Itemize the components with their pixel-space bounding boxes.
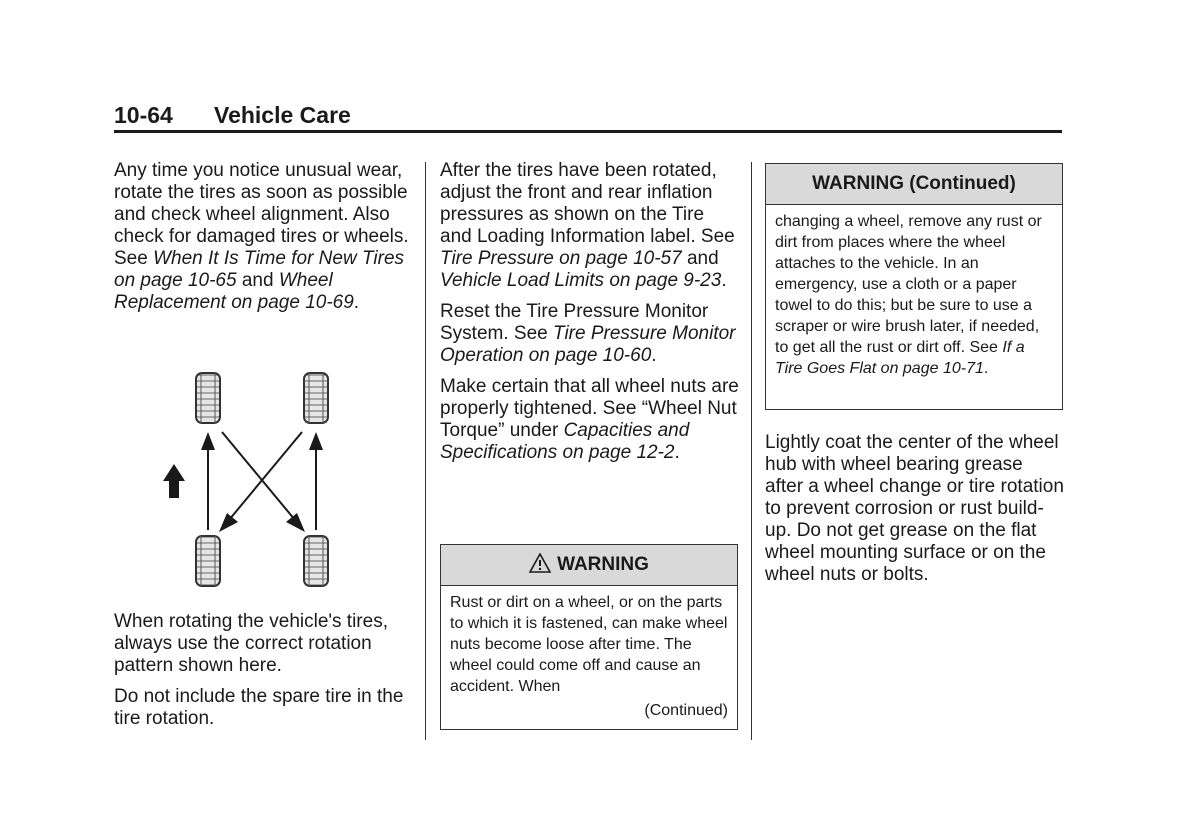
cross-reference-link[interactable]: Capacities and Specifications on page 12-2 [440, 420, 690, 463]
tire-front-right-icon [304, 373, 328, 423]
forward-arrow-icon [163, 464, 185, 498]
paragraph: When rotating the vehicle's tires, always use the correct rotation pattern shown here. [114, 611, 388, 676]
paragraph-text: . [721, 270, 727, 291]
paragraph-text: Make certain that all wheel nuts are properly tightened. See “Wheel Nut Torque” under [440, 376, 739, 441]
warning-body [441, 586, 737, 727]
cross-reference-link[interactable]: Vehicle Load Limits on page 9-23 [440, 270, 722, 291]
paragraph: Do not include the spare tire in the tire rotation. [114, 686, 404, 729]
warning-text: Rust or dirt on a wheel, or on the parts to which it is fastened, can make wheel nuts become loose after time. The wheel could come off and cause an accident. When [450, 594, 728, 695]
paragraph-text: Reset the Tire Pressure Monitor System. See [440, 301, 709, 344]
tire-rotation-x-pattern-diagram [150, 360, 370, 595]
cross-reference-link[interactable]: Tire Pressure Monitor Operation on page 10-60 [440, 323, 736, 366]
cross-reference-link[interactable]: When It Is Time for New Tires on page 10-65 [114, 248, 405, 291]
tire-front-left-icon [196, 373, 220, 423]
paragraph-text: and [236, 270, 279, 291]
warning-header: WARNING (Continued) [766, 164, 1062, 205]
cross-reference-link[interactable]: If a Tire Goes Flat on page 10-71 [775, 339, 1025, 377]
tire-rotation-diagram [150, 360, 370, 595]
warning-box [440, 544, 738, 730]
column-3-lower [765, 432, 1065, 595]
column-divider [751, 162, 752, 740]
warning-triangle-icon [529, 553, 551, 573]
column-divider [425, 162, 426, 740]
tire-rear-left-icon [196, 536, 220, 586]
paragraph: Lightly coat the center of the wheel hub with wheel bearing grease after a wheel change or tire rotation to prevent corrosion or rust build-up. Do not get grease on the flat wheel mounting surface or on the wheel nuts or bolts. [765, 432, 1064, 585]
section-title: Vehicle Care [214, 102, 351, 128]
warning-text: . [983, 360, 989, 377]
paragraph [114, 160, 414, 314]
rotation-arrow-rear-to-front-right [309, 432, 323, 530]
paragraph-text: . [353, 292, 360, 313]
warning-body [766, 205, 1062, 385]
page-header [114, 100, 1062, 133]
column-1 [114, 160, 414, 323]
paragraph [440, 301, 740, 367]
paragraph [440, 376, 740, 464]
warning-text: changing a wheel, remove any rust or dirt from places where the wheel attaches to the vehicle. In an emergency, use a cloth or a paper towel to do this; but be sure to use a scraper or wire brush later, if needed, to get all the rust or dirt off. See [775, 213, 1042, 356]
cross-reference-link[interactable]: Tire Pressure on page 10-57 [440, 248, 682, 269]
warning-header [441, 545, 737, 586]
warning-title: WARNING [557, 554, 649, 575]
rotation-arrow-front-left-to-rear-right [222, 432, 305, 532]
page-number: 10-64 [114, 102, 173, 128]
cross-reference-link[interactable]: Wheel Replacement on page 10-69 [114, 270, 354, 313]
paragraph-text: After the tires have been rotated, adjust the front and rear inflation pressures as shown on the Tire and Loading Information label. See [440, 160, 735, 247]
tire-rear-right-icon [304, 536, 328, 586]
continued-label: (Continued) [644, 702, 728, 719]
rotation-arrow-front-right-to-rear-left [219, 432, 302, 532]
column-2 [440, 160, 740, 473]
rotation-arrow-rear-to-front-left [201, 432, 215, 530]
paragraph-text: . [674, 442, 680, 463]
paragraph-text: Any time you notice unusual wear, rotate the tires as soon as possible and check wheel alignment. Also check for damaged tires or wheels. See [114, 160, 409, 269]
paragraph [440, 160, 740, 292]
column-1-lower [114, 611, 414, 739]
paragraph-text: . [651, 345, 657, 366]
warning-continued-box [765, 163, 1063, 410]
paragraph-text: and [681, 248, 719, 269]
